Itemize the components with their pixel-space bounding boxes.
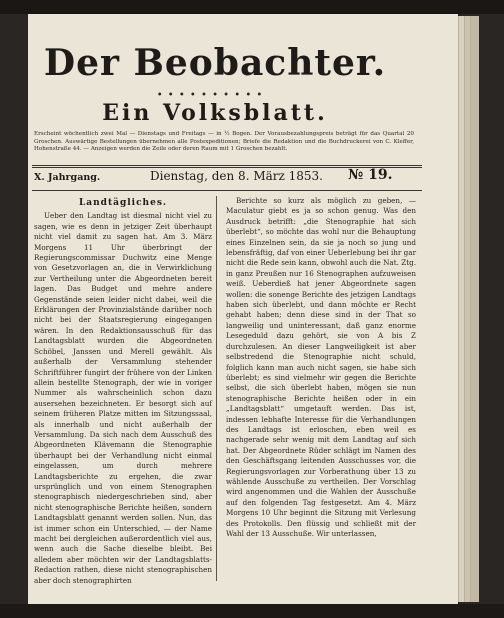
- scanner-frame-top: [0, 0, 504, 14]
- column-separator: [216, 196, 217, 581]
- masthead-title: Der Beobachter.: [43, 42, 387, 84]
- article-text: Berichte so kurz als möglich zu geben, — Maculatur giebt es ja so schon genug. Was den Ausdruck betrifft: „die Stenographie hat sich überlebt“, so möchte das wohl nur die Behauptung eines Einzelnen sein, da sie ja noch so jung und lebensfräftig, daf von einer Ueberlebung bei ihr gar nicht die Rede sein kann, obwohl auch die Nat. Ztg. in ganz Preußen nur 16 Stenographen aufzuweisen weiß. Ueberdieß hat jener Abgeordnete sagen wollen: die sonenge Berichte des jetzigen Landtags haben sich überlebt, und dann möchte er Recht gehabt haben; denn diese sind in der That so langweilig und uninteressant, daß ganz enorme Lesegeduld dazu gehört, sie von A bis Z durchzulesen. An dieser Langweiligkeit ist aber selbstredend die Stenographie nicht schuld, folglich kann man auch nicht sagen, sie habe sich überlebt; es sind vielmehr wir gegen die Berichte selbst, die sich überlebt haben, mögen sie nun stenographische Berichte heißen oder in ein „Landtagsblatt“ umgetauft werden. Das ist, indessen lebhafte Interesse für die Verhandlungen des Landtags ist erloschen, eben weil es nachgerade sehr wenig mit dem Landtag auf sich hat. Der Abgeordnete Rüder schlägt im Namen des den Geschäftsgang leitenden Ausschusses vor, die Regierungsvorlagen zur Vorberathung über 13 zu wählende Ausschuße zu vertheilen. Der Vorschlag wird angenommen und die Wahlen der Ausschuße auf den folgenden Tag festgesetzt. Am 4. März Morgens 10 Uhr beginnt die Sitzung mit Verlesung des Protokolls. Den flüssig und schließt mit der Wahl der 13 Ausschuße. Wir unterlassen,: [226, 196, 416, 538]
- right-column: [226, 196, 416, 539]
- publication-note: Erscheint wöchentlich zwei Mal — Dienstags und Freitags — in ½ Bogen. Der Vorausbezahlungspreis beträgt für das Quartal 20 Groschen. Auswärtige Bestellungen übernehmen alle Postexpeditionen; Briefe die Redaktion und die Buchdruckerei von C. Kleffer, Hohenstraße 44. — Anzeigen werden die Zeile oder deren Raum mit 1 Groschen bezahlt.: [34, 131, 414, 153]
- header-rule: [32, 190, 422, 191]
- left-column: [34, 196, 212, 586]
- masthead-subtitle: Ein Volksblatt.: [102, 100, 328, 126]
- masthead-ornament: • • • • • • • • • •: [156, 90, 264, 101]
- article-heading: Landtägliches.: [78, 198, 168, 208]
- issue-year: X. Jahrgang.: [34, 172, 101, 183]
- issue-date: Dienstag, den 8. März 1853.: [150, 169, 323, 183]
- issue-number: № 19.: [348, 167, 393, 183]
- article-text: Ueber den Landtag ist diesmal nicht viel zu sagen, wie es denn in jetziger Zeit überhaupt nicht viel damit zu sagen hat. Am 3. März Morgens 11 Uhr überbringt der Regierungscommissar Duchwitz eine Menge von Gesetzvorlagen an, die in Verwirklichung zur Vertheilung unter die Abgeordneten bereit lagen. Das Budget und mehre andere Gegenstände seien leider nicht dabei, weil die Erklärungen der Provinzialstände darüber noch nicht bei der Staatsregierung eingegangen wären. In den Redaktionsausschuß für das Landtagsblatt wurden die Abgeordneten Schöbel, Janssen und Merell gewählt. Als außerhalb der Versammlung stehender Schriftführer fungirt der frühere von der Linken allein bestellte Stenograph, der wie in voriger Nummer als wahrscheinlich schon dazu ausersehen bezeichneten. Er besorgt sich auf seinem früheren Platze mitten im Sitzungssaal, als innerhalb und nicht außerhalb der Versammlung. Da sich nach dem Ausschuß des Abgeordneten Klävemann die Stenographie überhaupt bei der Verhandlung nicht einmal eingelassen, um durch mehrere Landtagsberichte zu ergehen, die zwar ursprünglich und von einem Stenographen stenographisch niedergeschrieben sind, aber nicht stenographische Berichte heißen, sondern Landtagsblatt genannt werden sollen. Nun, das ist immer schon ein Unterschied, — der Name macht bei dergleichen außerordentlich viel aus, wenn auch die Sache dieselbe bleibt. Bei alledem aber möchten wir der Landtagsblatts-Redaction rathen, diese nicht stenographischen aber doch stenographirten: [34, 211, 212, 585]
- header-rule: [32, 165, 422, 166]
- scanner-frame-bottom: [0, 604, 504, 618]
- page-edge: [470, 16, 479, 602]
